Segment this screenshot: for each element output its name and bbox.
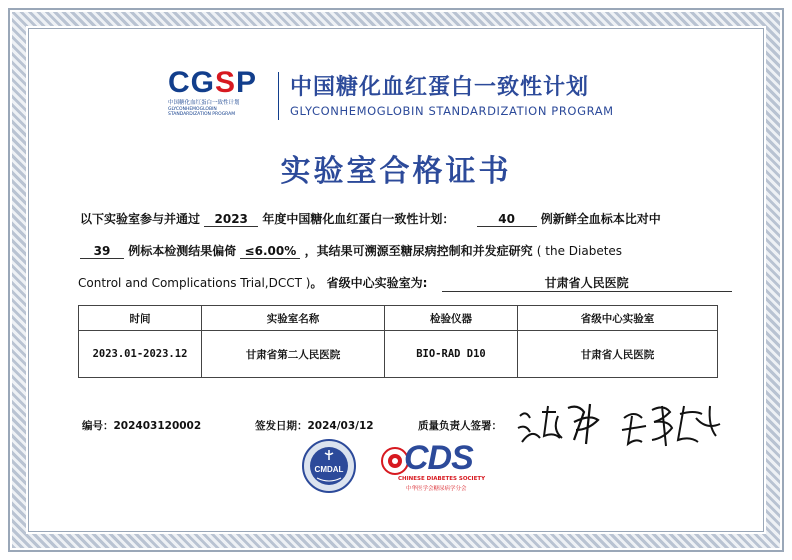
- header-time: 时间: [79, 306, 202, 331]
- cds-english: CHINESE DIABETES SOCIETY: [398, 476, 486, 482]
- header-title-en: GLYCONHEMOGLOBIN STANDARDIZATION PROGRAM: [290, 104, 614, 118]
- header-divider: [278, 72, 279, 120]
- header-lab-name: 实验室名称: [202, 306, 385, 331]
- line1-prefix: 以下实验室参与并通过: [80, 212, 201, 226]
- table-header-row: [79, 306, 718, 331]
- sample-count-value: 40: [477, 212, 537, 227]
- signature-2: [618, 396, 730, 452]
- cmdal-seal: [301, 438, 357, 494]
- certificate-number: 编号：202403120002: [82, 420, 202, 432]
- bias-value: ≤6.00%: [240, 244, 300, 259]
- cell-time: 2023.01-2023.12: [79, 331, 202, 378]
- pass-count-value: 39: [80, 244, 124, 259]
- line2-suffix: ，其结果可溯源至糖尿病控制和并发症研究: [304, 244, 533, 258]
- header-center-lab: 省级中心实验室: [518, 306, 718, 331]
- header-title-cn: 中国糖化血红蛋白一致性计划: [290, 75, 590, 100]
- year-value: 2023: [204, 212, 258, 227]
- logo-sub-cn: 中国糖化血红蛋白一致性计划: [168, 100, 240, 106]
- line2-middle: 例标本检测结果偏倚: [128, 244, 237, 258]
- result-table: [78, 305, 718, 378]
- cgsp-wordmark: CGSP: [168, 66, 258, 99]
- cell-center-lab: 甘肃省人民医院: [518, 331, 718, 378]
- line1-middle: 年度中国糖化血红蛋白一致性计划：: [262, 212, 455, 226]
- cell-lab-name: 甘肃省第二人民医院: [202, 331, 385, 378]
- line1-suffix: 例新鲜全血标本比对中: [540, 212, 661, 226]
- header: [168, 68, 648, 128]
- body-line-1: [80, 210, 661, 227]
- body-line-2: [80, 242, 622, 259]
- issue-date: 签发日期：2024/03/12: [255, 420, 374, 432]
- line3-english: Control and Complications Trial,DCCT ): [78, 276, 311, 290]
- table-row: [79, 331, 718, 378]
- center-label: 省级中心实验室为:: [326, 276, 428, 290]
- header-instrument: 检验仪器: [385, 306, 518, 331]
- logo-sub-en2: STANDARDIZATION PROGRAM: [168, 111, 236, 117]
- line2-english: ( the Diabetes: [536, 244, 623, 258]
- cds-wordmark: CDS: [404, 439, 473, 477]
- body-line-3: [78, 274, 732, 292]
- certificate-title: 实验室合格证书: [280, 154, 512, 189]
- logo-sub-en1: GLYCONHEMOGLOBIN: [168, 106, 217, 112]
- center-value: 甘肃省人民医院: [442, 274, 732, 292]
- line3-dot: 。: [310, 276, 323, 290]
- cds-chinese: 中华医学会糖尿病学分会: [406, 486, 467, 492]
- signer-label: 质量负责人签署：: [418, 420, 502, 432]
- cds-logo: [380, 440, 496, 496]
- signature-1: [512, 396, 612, 452]
- cgsp-logo: [168, 68, 268, 120]
- cmdal-text: CMDAL: [314, 465, 344, 474]
- cell-instrument: BIO-RAD D10: [385, 331, 518, 378]
